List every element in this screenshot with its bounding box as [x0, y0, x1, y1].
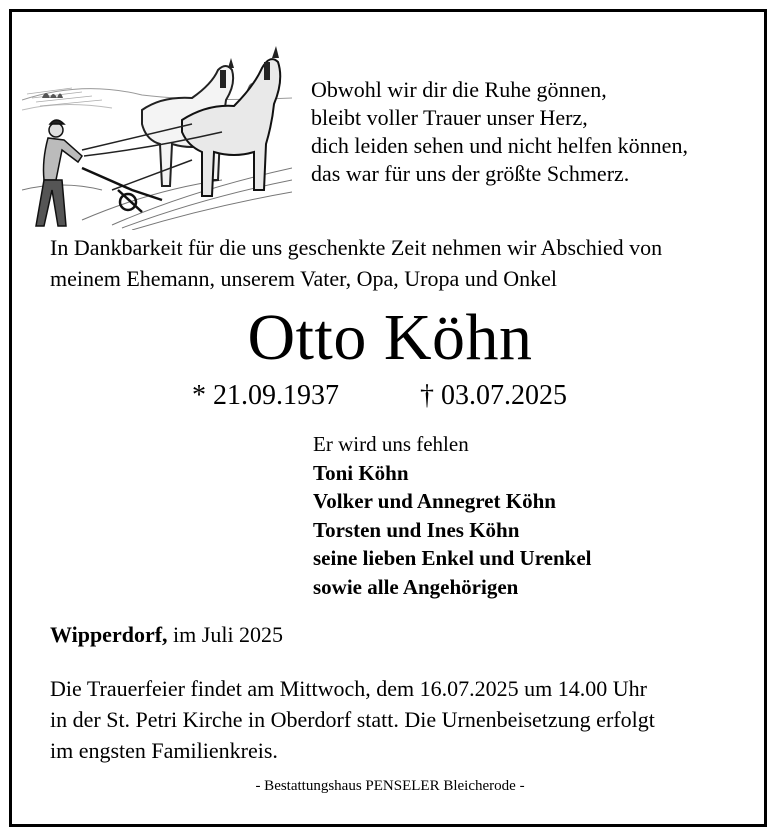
poem-line: bleibt voller Trauer unser Herz, — [311, 105, 588, 130]
intro-line: In Dankbarkeit für die uns geschenkte Zeit nehmen wir Abschied von — [50, 235, 663, 260]
mourner-entry: Toni Köhn — [313, 460, 409, 485]
place-and-date — [50, 620, 283, 650]
ceremony-line: im engsten Familienkreis. — [50, 738, 278, 763]
mourners-heading: Er wird uns fehlen — [313, 432, 469, 456]
farmer-plowing-with-horses-icon — [22, 40, 292, 230]
mourner-entry: Torsten und Ines Köhn — [313, 517, 520, 542]
poem-line: das war für uns der größte Schmerz. — [311, 161, 630, 186]
ceremony-details — [50, 673, 740, 766]
mourner-entry: Volker und Annegret Köhn — [313, 489, 556, 514]
intro-line: meinem Ehemann, unserem Vater, Opa, Uropa und Onkel — [50, 266, 558, 291]
mourners-list — [313, 430, 592, 602]
place-town: Wipperdorf, — [50, 622, 168, 647]
birth-date: * 21.09.1937 — [192, 380, 339, 411]
place-date: im Juli 2025 — [167, 622, 284, 647]
memorial-poem — [311, 76, 688, 188]
deceased-name: Otto Köhn — [247, 301, 533, 374]
funeral-home-credit: - Bestattungshaus PENSELER Bleicherode - — [255, 778, 525, 794]
farewell-intro — [50, 232, 740, 294]
ceremony-line: in der St. Petri Kirche in Oberdorf statt. Die Urnenbeisetzung erfolgt — [50, 707, 655, 732]
mourner-entry: seine lieben Enkel und Urenkel — [313, 546, 592, 571]
poem-line: Obwohl wir dir die Ruhe gönnen, — [311, 77, 607, 102]
mourner-entry: sowie alle Angehörigen — [313, 574, 519, 599]
poem-line: dich leiden sehen und nicht helfen können, — [311, 133, 688, 158]
ceremony-line: Die Trauerfeier findet am Mittwoch, dem 16.07.2025 um 14.00 Uhr — [50, 676, 647, 701]
death-date: † 03.07.2025 — [420, 380, 567, 411]
